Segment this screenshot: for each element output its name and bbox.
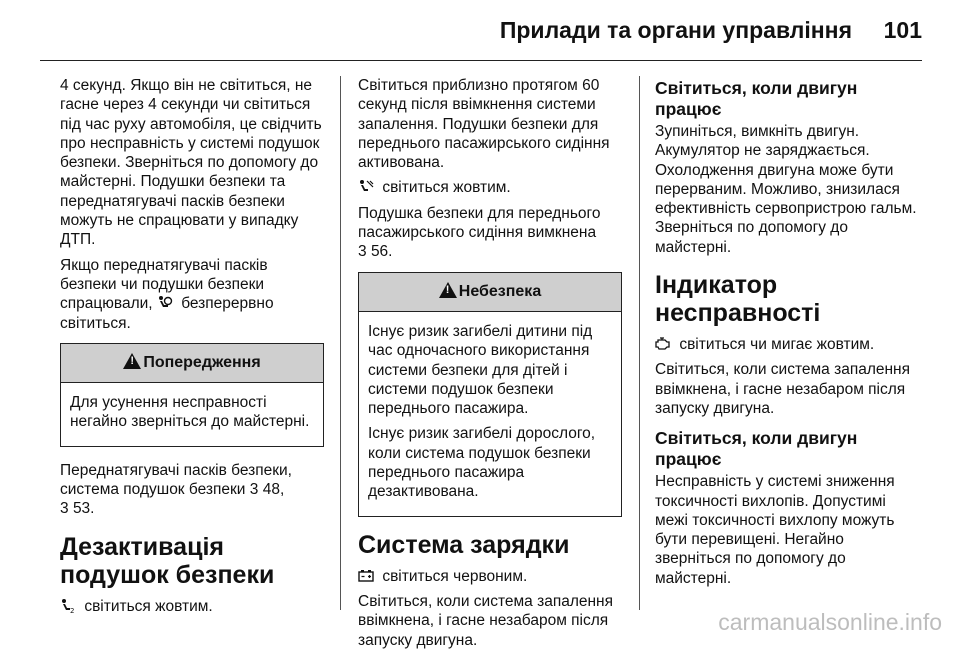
warning-triangle-icon [439,282,457,298]
paragraph: Зупиніться, вимкніть двигун. Акумулятор не заряджається. Охолодження двигуна може бути перерваним. Можливо, знизилася ефективність сервопристрою гальм. Зверніться по допомогу до майстерні. [655,123,917,256]
airbag-on-icon [358,179,374,194]
reference-arrow-icon: 3 [60,500,69,518]
paragraph: 2 світиться жовтим. [60,597,324,616]
page-title: Прилади та органи управління [499,17,852,43]
paragraph: Переднатягувачі пасків безпеки, система подушок безпеки 3 48, 3 53. [60,461,292,518]
page-number: 101 [883,17,922,43]
warning-body: Для усунення несправності негайно зверніться до майстерні. [70,394,310,431]
header-divider [40,60,922,61]
airbag-off-icon [60,598,76,613]
paragraph: Подушка безпеки для переднього пасажирського сидіння вимкнена 3 56. [358,204,601,261]
reference-arrow-icon: 3 [249,481,259,499]
page-reference: 53. [72,500,95,518]
column-3 [655,76,921,594]
reference-arrow-icon: 3 [358,243,367,261]
column-divider-2 [639,76,640,610]
column-divider-1 [340,76,341,610]
section-heading: Система зарядки [358,530,570,559]
paragraph: Світиться, коли система запалення ввімкнена, і гасне незабаром після запуску двигуна. [655,361,911,417]
paragraph: світиться жовтим. [358,178,622,197]
watermark: carmanualsonline.info [718,609,942,635]
danger-header: !Небезпека [359,273,621,312]
battery-icon [358,568,374,583]
warning-header: !Попередження [61,344,323,383]
paragraph: Несправність у системі зниження токсичності вихлопів. Допустимі межі токсичності вихлопу можуть бути перевищені. Негайно зверніться по допомогу до майстерні. [655,473,895,587]
svg-text:2: 2 [70,606,75,613]
paragraph: світиться червоним. [358,567,622,586]
column-2 [358,76,622,656]
paragraph: Якщо переднатягувачі пасків безпеки чи подушки безпеки спрацювали, безперервно світиться. [60,256,274,332]
column-1 [60,76,324,622]
paragraph: світиться чи мигає жовтим. [655,335,921,354]
subheading: Світиться, коли двигун працює [655,428,858,470]
paragraph: Світиться приблизно протягом 60 секунд після ввімкнення системи запалення. Подушки безпеки для переднього пасажирського сидіння активована. [358,77,610,172]
subheading: Світиться, коли двигун працює [655,78,858,119]
page-header [0,0,960,60]
paragraph: 4 секунд. Якщо він не світиться, не гасне через 4 секунди чи світиться під час руху автомобіля, це свідчить про несправність у системі подушок безпеки. Зверніться по допомогу до майстерні. Подушки безпеки та переднатягувачі пасків безпеки можуть не спрацювати у випадку ДТП. [60,77,322,249]
engine-malfunction-icon [655,336,671,351]
section-heading: Індикатор несправності [655,271,821,328]
page-reference: 56. [370,243,393,261]
page-reference: 48, [262,481,285,499]
airbag-icon [157,295,173,310]
danger-box [358,272,622,517]
danger-body: Існує ризик загибелі дитини під час одночасного використання системи безпеки для дітей і системи подушок безпеки переднього пасажира. Існує ризик загибелі дорослого, коли система подушок безпеки переднього пасажира дезактивована. [368,322,596,501]
section-heading: Дезактивація подушок безпеки [60,532,275,589]
warning-triangle-icon [123,353,141,369]
paragraph: Світиться, коли система запалення ввімкнена, і гасне незабаром після запуску двигуна. [358,592,614,649]
warning-box [60,343,324,447]
